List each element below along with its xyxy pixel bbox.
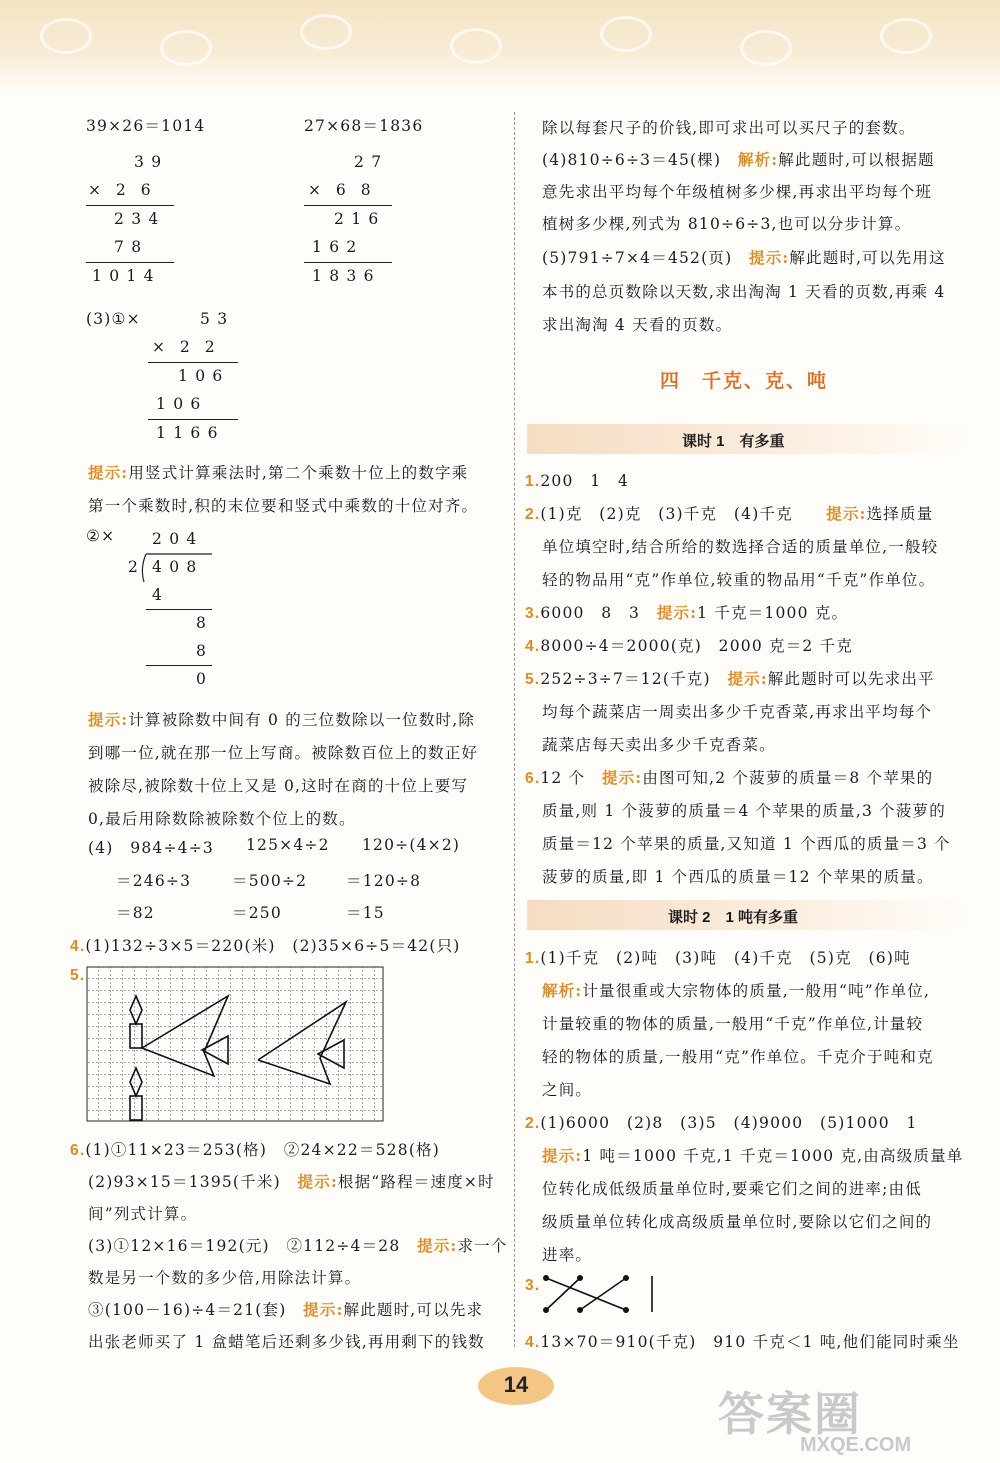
grid-figure <box>86 966 386 1124</box>
rule <box>146 609 212 610</box>
hint-text: 数是另一个数的多少倍,用除法计算。 <box>88 1269 362 1287</box>
answer-line <box>542 246 946 268</box>
hint-text: 解此题时,可以先用这 <box>789 249 946 267</box>
calc-step: ＝500÷2 <box>232 872 308 890</box>
hint-text: 到哪一位,就在那一位上写商。被除数百位上的数正好 <box>88 744 479 762</box>
decor-circle <box>300 14 352 50</box>
question-number: 2. <box>525 1115 541 1132</box>
hint-label: 提示: <box>601 768 643 787</box>
text-line: 质量,则 1 个菠萝的质量＝4 个苹果的质量,3 个菠萝的 <box>542 802 946 820</box>
answer-line <box>525 1330 960 1352</box>
mult-row: 1 8 3 6 <box>312 267 375 285</box>
matching-figure <box>538 1272 668 1318</box>
answer-line <box>525 502 933 524</box>
answer-line <box>88 1170 495 1192</box>
calc-step: ＝246÷3 <box>116 872 192 890</box>
answer-line <box>525 667 935 689</box>
answer-text: 6000 8 3 <box>540 604 641 622</box>
question-number: 4. <box>70 938 86 955</box>
decor-circle <box>450 28 502 64</box>
decor-circle <box>600 16 652 52</box>
hint-text: 解此题时,可以先求 <box>343 1301 484 1319</box>
hint-text: 解此题时可以先求出平 <box>767 670 935 688</box>
hint-paragraph <box>88 708 475 730</box>
hint-text: 出张老师买了 1 盒蜡笔后还剩多少钱,再用剩下的钱数 <box>88 1333 485 1351</box>
mult-row: 1 0 6 <box>156 395 202 413</box>
answer-line <box>88 1234 508 1256</box>
text-line: 之间。 <box>542 1081 593 1099</box>
question-number-text: 3. <box>525 1277 541 1294</box>
text-line: 位转化成低级质量单位时,要乘它们之间的进率;由低 <box>542 1180 922 1198</box>
rule <box>148 362 238 363</box>
answer-line <box>542 148 935 170</box>
mult-row: 1 0 1 4 <box>92 267 155 285</box>
mult-row: 1 1 6 6 <box>156 424 219 442</box>
answer-text: (1)克 (2)克 (3)千克 (4)千克 <box>540 505 793 523</box>
answer-text: (3)①12×16＝192(元) ②112÷4＝28 <box>88 1237 401 1255</box>
answer-text: (1)千克 (2)吨 (3)吨 (4)千克 (5)克 (6)吨 <box>540 949 911 967</box>
question-number: 1. <box>525 950 541 967</box>
answer-line <box>70 934 461 956</box>
division-step: 0 <box>196 670 208 688</box>
hint-text: 计算被除数中间有 0 的三位数除以一位数时,除 <box>128 711 476 729</box>
hint-label: 提示: <box>826 504 867 523</box>
hint-label: 解析: <box>737 150 779 169</box>
answer-text: 8000÷4＝2000(克) 2000 克＝2 千克 <box>540 637 854 655</box>
hint-text: 1 千克＝1000 克。 <box>697 604 849 622</box>
answer-line <box>88 1298 483 1320</box>
answer-text: 12 个 <box>540 769 586 787</box>
rule <box>146 665 212 666</box>
calc-step: ＝15 <box>346 904 385 922</box>
answer-line <box>525 601 848 623</box>
decor-circle <box>160 30 212 66</box>
lesson-title: 课时 1 有多重 <box>682 433 785 450</box>
question-number: 5. <box>525 671 541 688</box>
section-title: 四 千克、克、吨 <box>660 371 829 392</box>
text-line: 均每个蔬菜店一周卖出多少千克香菜,再求出平均每个 <box>542 703 933 721</box>
mult-row: × 6 8 <box>308 181 376 199</box>
equation: 27×68＝1836 <box>304 117 424 135</box>
mult-row: 3 9 <box>134 153 163 171</box>
header-band <box>0 0 1000 92</box>
hint-label: 提示: <box>656 603 698 622</box>
text-line: 轻的物品用“克”作单位,较重的物品用“千克”作单位。 <box>542 571 936 589</box>
text-line: 本书的总页数除以天数,求出淘淘 1 天看的页数,再乘 4 <box>542 283 946 301</box>
hint-text: 由图可知,2 个菠萝的质量＝8 个苹果的 <box>642 769 934 787</box>
mult-row: × 2 2 <box>152 338 220 356</box>
text-line: 意先求出平均每个年级植树多少棵,再求出平均每个班 <box>542 183 933 201</box>
answer-line <box>70 1138 440 1160</box>
hint-label: 提示: <box>727 669 768 688</box>
calc-step: (4) 984÷4÷3 <box>88 839 214 857</box>
answer-text: (1)6000 (2)8 (3)5 (4)9000 (5)1000 1 <box>540 1114 918 1132</box>
hint-text: 求一个 <box>457 1237 508 1255</box>
hint-text: 第一个乘数时,积的末位要和竖式中乘数的十位对齐。 <box>88 497 479 515</box>
question-number <box>70 966 85 985</box>
text-line: 除以每套尺子的价钱,即可求出可以买尺子的套数。 <box>542 119 916 137</box>
answer-text: (2)93×15＝1395(千米) <box>88 1173 281 1191</box>
rule <box>304 205 392 206</box>
answer-text: (5)791÷7×4＝452(页) <box>542 249 733 267</box>
hint-paragraph <box>542 979 930 1001</box>
text-line: 植树多少棵,列式为 810÷6÷3,也可以分步计算。 <box>542 215 912 233</box>
lesson-title: 课时 2 1 吨有多重 <box>668 909 799 926</box>
answer-text: 13×70＝910(千克) 910 千克＜1 吨,他们能同时乘坐 <box>540 1333 960 1351</box>
answer-line <box>525 1111 918 1133</box>
quotient: 2 0 4 <box>152 530 198 548</box>
hint-text: 间”列式计算。 <box>88 1205 198 1223</box>
text-line: 计量较重的物体的质量,一般用“千克”作单位,计量较 <box>542 1015 924 1033</box>
answer-text: (4)810÷6÷3＝45(棵) <box>542 151 722 169</box>
watermark-url: MXQE.COM <box>800 1434 912 1456</box>
hint-text: 用竖式计算乘法时,第二个乘数十位上的数字乘 <box>128 464 469 482</box>
mult-row: × 2 6 <box>88 181 156 199</box>
question-number: 6. <box>70 1142 86 1159</box>
hint-label: 提示: <box>542 1146 583 1165</box>
mult-row: 2 3 4 <box>114 210 160 228</box>
question-number: 1. <box>525 473 541 490</box>
rule <box>86 205 174 206</box>
mult-row: 5 3 <box>200 310 229 328</box>
hint-paragraph <box>88 461 468 483</box>
question-number: 4. <box>525 1334 541 1351</box>
hint-label: 解析: <box>542 981 583 1000</box>
mult-row: 7 8 <box>114 238 143 256</box>
text-line: 轻的物体的质量,一般用“克”作单位。千克介于吨和克 <box>542 1048 934 1066</box>
mult-row: 1 0 6 <box>178 367 224 385</box>
dividend: 4 0 8 <box>152 558 198 576</box>
calc-step: 120÷(4×2) <box>362 836 461 854</box>
hint-text: 计量很重或大宗物体的质量,一般用“吨”作单位, <box>582 982 931 1000</box>
calc-step: ＝250 <box>232 904 282 922</box>
division-step: 8 <box>196 614 208 632</box>
question-number: 2. <box>525 506 541 523</box>
division-step: 4 <box>152 586 164 604</box>
hint-label: 提示: <box>303 1300 344 1319</box>
mult-row: 2 7 <box>354 153 383 171</box>
question-number: 3. <box>525 605 541 622</box>
text-line: 级质量单位转化成高级质量单位时,要除以它们之间的 <box>542 1213 933 1231</box>
hint-label: 提示: <box>417 1236 458 1255</box>
division-step: 8 <box>196 642 208 660</box>
mult-row: 2 1 6 <box>334 210 380 228</box>
answer-text: 252÷3÷7＝12(千克) <box>540 670 711 688</box>
question-number: 4. <box>525 638 541 655</box>
decor-circle <box>740 30 792 66</box>
question-number-text: 5. <box>70 967 86 984</box>
answer-line <box>525 946 911 968</box>
hint-text: 被除尽,被除数十位上又是 0,这时在商的十位上要写 <box>88 777 469 795</box>
question-number: 6. <box>525 770 541 787</box>
column-divider <box>514 112 515 1347</box>
answer-line <box>525 634 853 656</box>
hint-label: 提示: <box>88 710 129 729</box>
calc-step: ＝120÷8 <box>346 872 422 890</box>
answer-text: ③(100－16)÷4＝21(套) <box>88 1301 287 1319</box>
answer-line <box>525 766 933 788</box>
text-line: 进率。 <box>542 1246 593 1264</box>
decor-circle <box>40 18 92 54</box>
hint-text: 0,最后用除数除被除数个位上的数。 <box>88 810 356 828</box>
decor-circle <box>880 18 932 54</box>
hint-label: 提示: <box>88 463 129 482</box>
calc-step: ＝82 <box>116 904 155 922</box>
text-line: 菠萝的质量,即 1 个西瓜的质量＝12 个苹果的质量。 <box>542 868 934 886</box>
hint-label: 提示: <box>749 248 790 267</box>
hint-text: 1 吨＝1000 千克,1 千克＝1000 克,由高级质量单 <box>582 1147 964 1165</box>
text-line: 蔬菜店每天卖出多少千克香菜。 <box>542 736 776 754</box>
text-line: 求出淘淘 4 天看的页数。 <box>542 316 733 334</box>
answer-text: (1)132÷3×5＝220(米) (2)35×6÷5＝42(只) <box>85 937 461 955</box>
rule <box>304 262 392 263</box>
rule <box>148 419 238 420</box>
hint-text: 解此题时,可以根据题 <box>778 151 935 169</box>
answer-text: (1)①11×23＝253(格) ②24×22＝528(格) <box>85 1141 441 1159</box>
text-line: 质量＝12 个苹果的质量,又知道 1 个西瓜的质量＝3 个 <box>542 835 951 853</box>
answer-line <box>525 469 629 491</box>
hint-label: 提示: <box>297 1172 338 1191</box>
answer-text: 200 1 4 <box>540 472 630 490</box>
hint-text: 选择质量 <box>866 505 934 523</box>
calc-step: 125×4÷2 <box>246 836 330 854</box>
equation: 39×26＝1014 <box>86 117 206 135</box>
rule <box>86 262 174 263</box>
watermark: 答案圈 <box>718 1388 862 1440</box>
hint-paragraph <box>542 1144 964 1166</box>
text-line: 单位填空时,结合所给的数选择合适的质量单位,一般较 <box>542 538 939 556</box>
page-number: 14 <box>503 1372 529 1397</box>
hint-text: 根据“路程＝速度×时 <box>337 1173 495 1191</box>
divisor: 2 <box>128 558 140 576</box>
question-label: ②× <box>86 527 116 545</box>
question-label: (3)①× <box>86 310 141 328</box>
mult-row: 1 6 2 <box>312 238 358 256</box>
